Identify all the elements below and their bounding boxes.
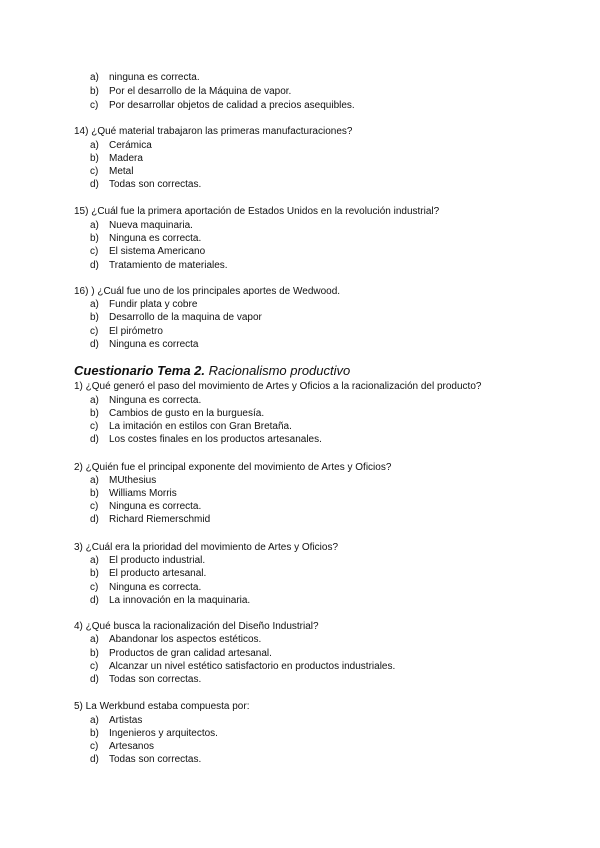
option-text: Productos de gran calidad artesanal. [109, 648, 272, 659]
option-text: Nueva maquinaria. [109, 220, 193, 231]
option-text: Madera [109, 153, 143, 164]
question-text: 16) ) ¿Cuál fue uno de los principales aportes de Wedwood. [74, 286, 341, 297]
option-item [90, 674, 201, 685]
option-item [90, 634, 261, 645]
option-letter: c) [90, 246, 99, 257]
option-item [90, 179, 201, 190]
option-text: El producto artesanal. [109, 568, 207, 579]
option-text: Desarrollo de la maquina de vapor [109, 312, 262, 323]
option-item [90, 299, 197, 310]
option-letter: a) [90, 299, 99, 310]
option-text: Richard Riemerschmid [109, 514, 211, 525]
option-text: Artistas [109, 715, 143, 726]
option-item [90, 475, 156, 486]
option-letter: a) [90, 395, 99, 406]
question-text: 3) ¿Cuál era la prioridad del movimiento de Artes y Oficios? [74, 542, 339, 553]
option-item [90, 408, 264, 419]
section-heading-rest: Racionalismo productivo [205, 363, 351, 378]
option-text: Ninguna es correcta [109, 339, 199, 350]
option-text: Tratamiento de materiales. [109, 260, 228, 271]
option-letter: d) [90, 339, 99, 350]
option-item [90, 648, 272, 659]
option-item [90, 100, 355, 111]
option-letter: a) [90, 140, 99, 151]
option-item [90, 140, 152, 151]
option-letter: b) [90, 648, 99, 659]
option-text: Por desarrollar objetos de calidad a precios asequibles. [109, 100, 355, 111]
option-letter: b) [90, 728, 99, 739]
option-item [90, 754, 201, 765]
option-text: Fundir plata y cobre [109, 299, 198, 310]
option-letter: c) [90, 501, 99, 512]
option-letter: c) [90, 741, 99, 752]
question-text: 1) ¿Qué generó el paso del movimiento de Artes y Oficios a la racionalización del producto? [74, 381, 482, 392]
option-text: Por el desarrollo de la Máquina de vapor. [109, 86, 292, 97]
option-text: Todas son correctas. [109, 674, 202, 685]
option-letter: c) [90, 100, 99, 111]
option-letter: c) [90, 421, 99, 432]
option-text: Ninguna es correcta. [109, 582, 202, 593]
question-text: 4) ¿Qué busca la racionalización del Diseño Industrial? [74, 621, 319, 632]
option-text: El producto industrial. [109, 555, 206, 566]
option-item [90, 595, 250, 606]
option-text: Ninguna es correcta. [109, 501, 202, 512]
option-letter: a) [90, 475, 99, 486]
option-letter: a) [90, 220, 99, 231]
option-text: Todas son correctas. [109, 754, 202, 765]
option-item [90, 582, 201, 593]
option-item [90, 395, 201, 406]
option-letter: d) [90, 179, 99, 190]
option-item [90, 86, 291, 97]
option-letter: c) [90, 166, 99, 177]
option-text: Ninguna es correcta. [109, 395, 202, 406]
option-text: Cambios de gusto en la burguesía. [109, 408, 265, 419]
option-item [90, 220, 193, 231]
option-text: ninguna es correcta. [109, 72, 200, 83]
option-letter: b) [90, 408, 99, 419]
option-letter: b) [90, 312, 99, 323]
option-item [90, 246, 205, 257]
option-item [90, 568, 206, 579]
option-text: Cerámica [109, 140, 152, 151]
option-text: Williams Morris [109, 488, 177, 499]
option-text: Alcanzar un nivel estético satisfactorio en productos industriales. [109, 661, 396, 672]
option-letter: a) [90, 555, 99, 566]
option-text: El sistema Americano [109, 246, 206, 257]
option-item [90, 728, 218, 739]
option-text: MUthesius [109, 475, 157, 486]
option-item [90, 488, 177, 499]
option-item [90, 514, 210, 525]
option-text: Los costes finales en los productos artesanales. [109, 434, 322, 445]
section-heading-bold: Cuestionario Tema 2. [74, 363, 205, 378]
option-item [90, 421, 292, 432]
question-text: 15) ¿Cuál fue la primera aportación de Estados Unidos en la revolución industrial? [74, 206, 440, 217]
option-letter: d) [90, 674, 99, 685]
option-letter: b) [90, 153, 99, 164]
question-text: 2) ¿Quién fue el principal exponente del movimiento de Artes y Oficios? [74, 462, 392, 473]
option-text: La innovación en la maquinaria. [109, 595, 251, 606]
option-item [90, 326, 163, 337]
option-letter: c) [90, 326, 99, 337]
option-item [90, 166, 133, 177]
section-heading [74, 363, 350, 378]
option-item [90, 339, 199, 350]
option-letter: b) [90, 233, 99, 244]
option-text: La imitación en estilos con Gran Bretaña. [109, 421, 292, 432]
option-item [90, 312, 262, 323]
option-item [90, 153, 143, 164]
option-text: Metal [109, 166, 134, 177]
option-letter: a) [90, 715, 99, 726]
option-letter: d) [90, 514, 99, 525]
option-letter: b) [90, 568, 99, 579]
option-text: Abandonar los aspectos estéticos. [109, 634, 262, 645]
option-letter: d) [90, 595, 99, 606]
option-item [90, 715, 142, 726]
option-item [90, 555, 205, 566]
option-item [90, 72, 200, 83]
question-text: 14) ¿Qué material trabajaron las primeras manufacturaciones? [74, 126, 353, 137]
option-letter: a) [90, 634, 99, 645]
option-letter: c) [90, 661, 99, 672]
option-item [90, 260, 228, 271]
option-text: El pirómetro [109, 326, 163, 337]
option-text: Ingenieros y arquitectos. [109, 728, 218, 739]
option-letter: b) [90, 488, 99, 499]
option-letter: d) [90, 434, 99, 445]
option-item [90, 233, 201, 244]
option-item [90, 501, 201, 512]
option-letter: c) [90, 582, 99, 593]
option-letter: b) [90, 86, 99, 97]
option-item [90, 741, 154, 752]
option-letter: d) [90, 754, 99, 765]
option-letter: d) [90, 260, 99, 271]
option-text: Artesanos [109, 741, 155, 752]
option-text: Todas son correctas. [109, 179, 202, 190]
option-item [90, 434, 322, 445]
option-text: Ninguna es correcta. [109, 233, 202, 244]
option-item [90, 661, 395, 672]
question-text: 5) La Werkbund estaba compuesta por: [74, 701, 250, 712]
option-letter: a) [90, 72, 99, 83]
